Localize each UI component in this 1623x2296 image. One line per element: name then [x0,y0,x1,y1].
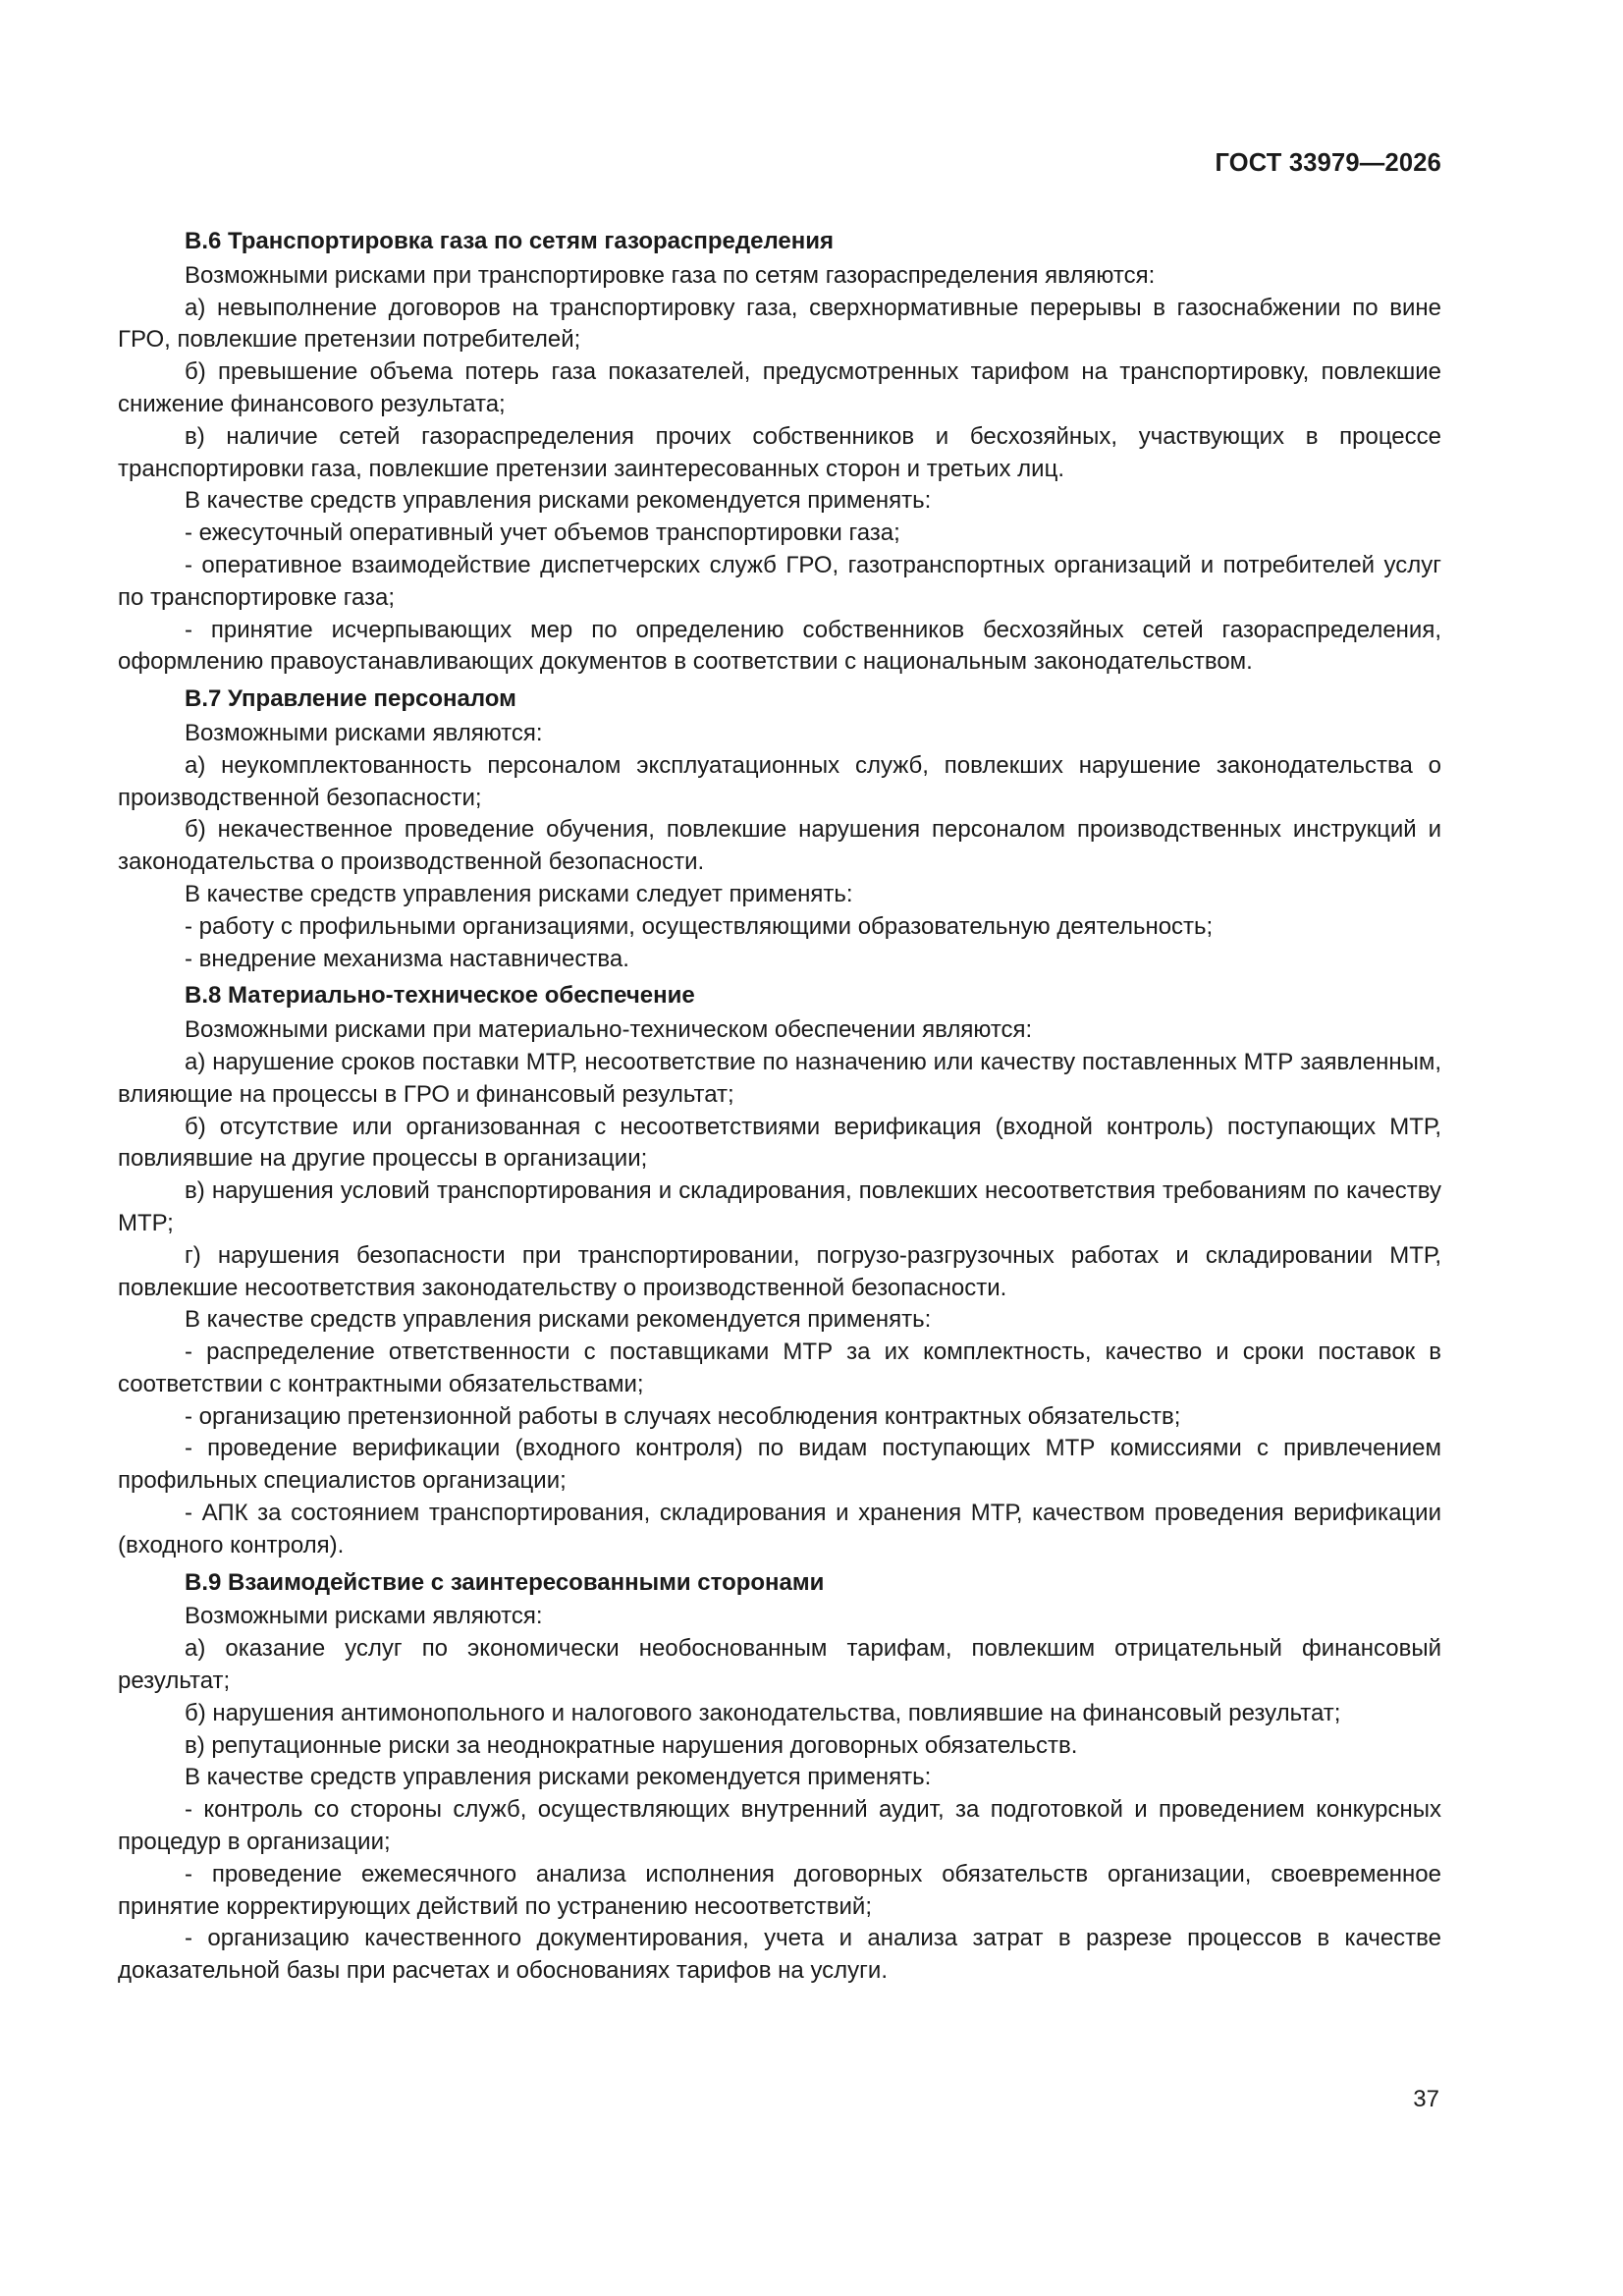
paragraph: б) отсутствие или организованная с несоответствиями верификация (входной контроль) поступающих МТР, повлиявшие на другие процессы в организации; [118,1113,1441,1173]
paragraph: Возможными рисками при транспортировке газа по сетям газораспределения являются: [185,261,1156,289]
section-b7-personnel-management [118,683,1441,975]
paragraph: В качестве средств управления рисками рекомендуется применять: [185,1764,932,1791]
paragraph: а) неукомплектованность персоналом эксплуатационных служб, повлекших нарушение законодательства о производственной безопасности; [118,751,1441,811]
paragraph: - внедрение механизма наставничества. [185,945,629,972]
paragraph: - организацию качественного документирования, учета и анализа затрат в разрезе процессов в качестве доказательной базы при расчетах и обоснованиях тарифов на услуги. [118,1925,1441,1985]
paragraph: - принятие исчерпывающих мер по определению собственников бесхозяйных сетей газораспределения, оформлению правоустанавливающих документов в соответствии с национальным законодательством. [118,616,1441,676]
paragraph: - контроль со стороны служб, осуществляющих внутренний аудит, за подготовкой и проведением конкурсных процедур в организации; [118,1796,1441,1856]
document-body [118,226,1441,1993]
paragraph: в) нарушения условий транспортирования и складирования, повлекших несоответствия требованиям по качеству МТР; [118,1177,1441,1236]
paragraph: Возможными рисками являются: [185,719,543,746]
section-title: В.9 Взаимодействие с заинтересованными сторонами [185,1568,825,1596]
paragraph: - проведение верификации (входного контроля) по видам поступающих МТР комиссиями с привлечением профильных специалистов организации; [118,1435,1441,1495]
paragraph: - работу с профильными организациями, осуществляющими образовательную деятельность; [185,912,1214,940]
section-title: В.7 Управление персоналом [185,685,516,713]
document-code-header: ГОСТ 33979—2026 [1215,149,1441,177]
section-title: В.6 Транспортировка газа по сетям газораспределения [185,228,834,254]
paragraph: в) наличие сетей газораспределения прочих собственников и бесхозяйных, участвующих в процессе транспортировки газа, повлекшие претензии заинтересованных сторон и третьих лиц. [118,422,1441,482]
paragraph: г) нарушения безопасности при транспортировании, погрузо-разгрузочных работах и складировании МТР, повлекшие несоответствия законодательству о производственной безопасности. [118,1241,1441,1301]
paragraph: В качестве средств управления рисками рекомендуется применять: [185,1306,932,1334]
paragraph: а) нарушение сроков поставки МТР, несоответствие по назначению или качеству поставленных МТР заявленным, влияющие на процессы в ГРО и финансовый результат; [118,1048,1441,1108]
paragraph: Возможными рисками являются: [185,1603,543,1630]
paragraph: В качестве средств управления рисками рекомендуется применять: [185,487,932,515]
paragraph: - оперативное взаимодействие диспетчерских служб ГРО, газотранспортных организаций и потребителей услуг по транспортировке газа; [118,551,1441,611]
paragraph: - ежесуточный оперативный учет объемов транспортировки газа; [185,519,900,547]
paragraph: - АПК за состоянием транспортирования, складирования и хранения МТР, качеством проведения верификации (входного контроля). [118,1500,1441,1558]
section-b8-material-supply [118,980,1441,1561]
paragraph: Возможными рисками при материально-техническом обеспечении являются: [185,1016,1033,1044]
section-title: В.8 Материально-техническое обеспечение [185,982,695,1010]
section-b9-stakeholder-interaction [118,1567,1441,1988]
paragraph: - проведение ежемесячного анализа исполнения договорных обязательств организации, своевременное принятие корректирующих действий по устранению несоответствий; [118,1860,1441,1920]
section-b6-gas-transportation [118,226,1441,679]
paragraph: б) нарушения антимонопольного и налогового законодательства, повлиявшие на финансовый результат; [185,1699,1341,1726]
paragraph: б) превышение объема потерь газа показателей, предусмотренных тарифом на транспортировку, повлекшие снижение финансового результата; [118,358,1441,417]
paragraph: а) оказание услуг по экономически необоснованным тарифам, повлекшим отрицательный финансовый результат; [118,1635,1441,1695]
paragraph: а) невыполнение договоров на транспортировку газа, сверхнормативные перерывы в газоснабжении по вине ГРО, повлекшие претензии потребителей; [118,294,1441,354]
paragraph: в) репутационные риски за неоднократные нарушения договорных обязательств. [185,1731,1078,1759]
paragraph: б) некачественное проведение обучения, повлекшие нарушения персоналом производственных инструкций и законодательства о производственной безопасности. [118,816,1441,876]
paragraph: - распределение ответственности с поставщиками МТР за их комплектность, качество и сроки поставок в соответствии с контрактными обязательствами; [118,1339,1441,1397]
page-number: 37 [1413,2086,1439,2112]
paragraph: В качестве средств управления рисками следует применять: [185,880,853,907]
paragraph: - организацию претензионной работы в случаях несоблюдения контрактных обязательств; [185,1402,1181,1430]
